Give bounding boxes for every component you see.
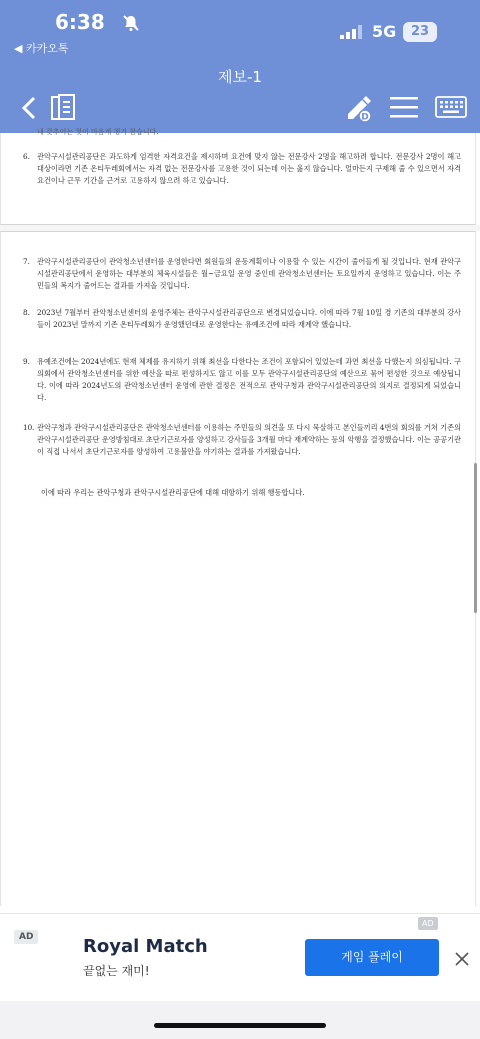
paragraph-text: 관악구청과 관악구시설관리공단은 관악청소년센터를 이용하는 주민들의 의견을 또 다시 묵살하고 본인들끼리 4번의 회의를 거쳐 기존의 관악구시설관리공단 운영방침대로 초단기근로자를 양성하고 강사들을 3개월 마다 재계약하는 등의 악행을 결정했습니다. 이는 공공기관이 직접 나서서 초단기근로자를 양성하여 고용불안을 야기하는 결과를 가져왔습니다. bbox=[37, 423, 461, 456]
document-page bbox=[0, 128, 476, 225]
pen-annotate-icon[interactable] bbox=[344, 92, 374, 122]
document-title: 제보-1 bbox=[218, 68, 262, 86]
keyboard-icon[interactable] bbox=[435, 96, 467, 118]
paragraph-7 bbox=[23, 256, 461, 292]
bell-off-icon bbox=[122, 14, 140, 32]
paragraph-8 bbox=[23, 307, 461, 331]
svg-text:D: D bbox=[361, 112, 369, 122]
ad-subtitle: 끝없는 재미! bbox=[83, 964, 150, 978]
document-viewer-icon[interactable] bbox=[50, 94, 76, 122]
signal-icon bbox=[340, 25, 364, 39]
home-bar-area bbox=[0, 1001, 480, 1039]
document-page bbox=[0, 231, 476, 906]
network-type: 5G bbox=[372, 22, 397, 41]
scrollbar[interactable] bbox=[474, 463, 477, 613]
paragraph-9 bbox=[23, 356, 461, 404]
paragraph-number: 10. bbox=[23, 423, 35, 432]
home-indicator[interactable] bbox=[154, 1023, 326, 1028]
status-time: 6:38 bbox=[55, 10, 105, 34]
ad-banner[interactable] bbox=[0, 913, 480, 1001]
close-icon[interactable] bbox=[454, 951, 470, 967]
ad-play-button[interactable]: 게임 플레이 bbox=[305, 939, 439, 976]
paragraph-number: 7. bbox=[23, 257, 30, 266]
back-arrow-icon[interactable] bbox=[18, 95, 40, 121]
paragraph-number: 9. bbox=[23, 357, 30, 366]
paragraph-text: 유예조건에는 2024년에도 현재 체제를 유지하기 위해 최선을 다한다는 조건이 포함되어 있었는데 과연 최선을 다했는지 의심됩니다. 구의회에서 관악청소년센터를 위한 예산을 따로 편성하지도 않고 이를 모두 관악구시설관리공단의 예산으로 묶어 편성한 것으로 예상됩니다. 이에 따라 2024년도의 관악청소년센터 운영에 관한 결정은 전적으로 관악구청과 관악구시설관리공단의 의지로 결정되게 되었습니다. bbox=[37, 357, 461, 402]
paragraph-text: 관악구시설관리공단은 과도하게 엄격한 자격요건을 제시하며 요건에 맞지 않는 전문강사 2명을 해고하려 합니다. 전문강사 2명이 해고대상이라면 기존 온티두레회에서는 자격 없는 전문강사를 고용한 것이 되는데 이는 옳지 않습니다. 얼마든지 구제해 줄 수 있으면서 자격요건이나 근무 기간을 근거로 고용하지 않으려 하고 있습니다. bbox=[37, 152, 461, 185]
ad-corner-badge[interactable]: AD bbox=[418, 917, 438, 930]
document-viewer[interactable] bbox=[0, 128, 480, 913]
menu-icon[interactable] bbox=[390, 95, 418, 119]
paragraph-text: 관악구시설관리공단이 관악청소년센터를 운영한다면 회원들의 운동계획이나 이용할 수 있는 시간이 줄어들게 될 것입니다. 현재 관악구시설관리공단에서 운영하는 대부분의 체육시설들은 월~금요일 운영 중인데 관악청소년센터는 토요일까지 운영하고 있습니다. 이는 주민들의 복지가 줄어드는 결과를 가져올 것입니다. bbox=[37, 257, 461, 290]
back-to-app-link[interactable]: ◀ 카카오톡 bbox=[14, 42, 69, 55]
paragraph-text: 2023년 7월부터 관악청소년센터의 운영주체는 관악구시설관리공단으로 변경되었습니다. 이에 따라 7월 10일 경 기존의 대부분의 강사들이 2023년 말까지 기존 온티두레회가 운영했던대로 운영한다는 유예조건에 따라 재계약 했습니다. bbox=[37, 308, 461, 329]
paragraph-10 bbox=[23, 422, 461, 458]
closing-statement: 이에 따라 우리는 관악구청과 관악구시설관리공단에 대해 대항하기 위해 행동합니다. bbox=[41, 488, 305, 497]
ad-title[interactable]: Royal Match bbox=[83, 936, 208, 957]
paragraph-number: 8. bbox=[23, 308, 30, 317]
battery-indicator: 23 bbox=[403, 22, 437, 42]
partial-line: 내 갖추어는 첫이 마음게 챙겨 참습니다. bbox=[37, 128, 159, 136]
ad-badge: AD bbox=[14, 930, 38, 944]
paragraph-6 bbox=[23, 151, 461, 187]
paragraph-number: 6. bbox=[23, 152, 30, 161]
app-header bbox=[0, 0, 480, 133]
status-bar bbox=[0, 0, 480, 60]
